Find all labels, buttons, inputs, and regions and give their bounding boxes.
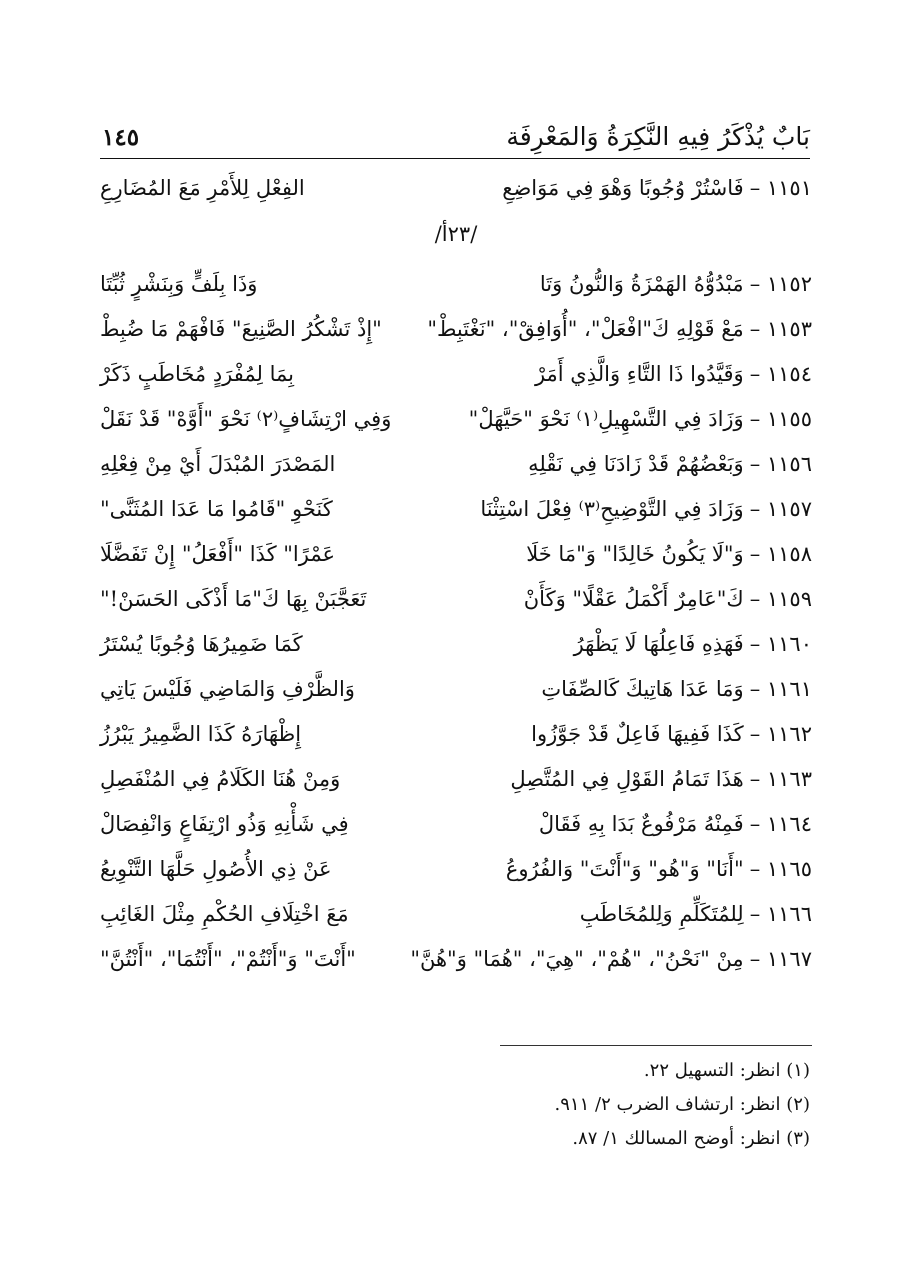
verse-second-hemistich: فِي شَأْنِهِ وَذُو ارْتِفَاعٍ وَانْفِصَالْ [100,812,349,836]
verse-number: ١١٦٣ – [749,767,812,791]
verse-line [100,853,812,891]
verse-number: ١١٦٥ – [749,857,812,881]
verse-first-hemistich: ١١٥٦ –وَبَعْضُهُمْ قَدْ زَادَنَا فِي نَقْلِهِ [528,452,812,476]
footnote: (٢) انظر: ارتشاف الضرب ٢/ ٩١١. [554,1094,810,1115]
footnote: (٣) انظر: أوضح المسالك ١/ ٨٧. [572,1128,810,1149]
verse-number: ١١٥٨ – [749,542,812,566]
verse-line [100,538,812,576]
verse-number: ١١٦٤ – [749,812,812,836]
verse-line [100,268,812,306]
verse-line [100,673,812,711]
verse-first-hemistich: ١١٥٨ –وَ"لَا يَكُونُ خَالِدًا" وَ"مَا خَلَا [526,542,812,566]
verse-first-hemistich: ١١٥٤ –وَقَيَّدُوا ذَا التَّاءِ وَالَّذِي أَمَرْ [534,362,812,386]
verse-number: ١١٦٢ – [749,722,812,746]
verse-second-hemistich: وَالظَّرْفِ وَالمَاضِي فَلَيْسَ يَاتِي [100,677,355,701]
verse-first-hemistich: ١١٦٥ –"أَنَا" وَ"هُو" وَ"أَنْتَ" وَالفُرُوعُ [505,857,812,881]
verse-line [100,358,812,396]
verse-second-hemistich: وَمِنْ هُنَا الكَلَامُ فِي المُنْفَصِلِ [100,767,341,791]
verse-line [100,493,812,531]
verse-number: ١١٥٣ – [749,317,812,341]
verse-second-hemistich: تَعَجَّبَنْ بِهَا كَ"مَا أَذْكَى الحَسَنْ!" [100,587,367,611]
chapter-title: بَابٌ يُذْكَرُ فِيهِ النَّكِرَةُ وَالمَعْرِفَة [506,122,810,151]
verse-first-hemistich: ١١٦٦ –لِلمُتَكَلِّمِ وَلِلمُخَاطَبِ [579,902,812,926]
verse-second-hemistich: وَفِي ارْتِشَافٍ⁽٢⁾ نَحْوَ "أَوَّهْ" قَدْ نَقَلْ [100,407,392,431]
verse-line [100,583,812,621]
verse-second-hemistich: بِمَا لِمُفْرَدٍ مُخَاطَبٍ ذَكَرْ [100,362,294,386]
page-header [100,118,810,159]
verse-first-hemistich: ١١٥٣ –مَعْ قَوْلِهِ كَ"افْعَلْ"، "أُوَافِقْ"، "نَغْتَبِطْ" [427,317,812,341]
verse-number: ١١٦١ – [749,677,812,701]
verse-second-hemistich: عَنْ ذِي الأُصُولِ حَلَّهَا التَّنْوِيعُ [100,857,332,881]
verse-first-hemistich: ١١٥١ –فَاسْتُرْ وُجُوبًا وَهْوَ فِي مَوَاضِعِ [502,176,812,200]
verse-line [100,313,812,351]
verse-first-hemistich: ١١٦٣ –هَذَا تَمَامُ القَوْلِ فِي المُتَّصِلِ [510,767,812,791]
verse-second-hemistich: كَمَا ضَمِيرُهَا وُجُوبًا يُسْتَرُ [100,632,303,656]
verse-number: ١١٦٧ – [749,947,812,971]
verse-first-hemistich: ١١٦١ –وَمَا عَدَا هَاتِيكَ كَالصِّفَاتِ [541,677,812,701]
verse-number: ١١٥٥ – [749,407,812,431]
verse-line [100,898,812,936]
verse-first-hemistich: ١١٦٧ –مِنْ "نَحْنُ"، "هُمْ"، "هِيَ"، "هُمَا" وَ"هُنَّ" [410,947,812,971]
verse-first-hemistich: ١١٥٢ –مَبْدُوُّهُ الهَمْزَةُ وَالنُّونُ وَتَا [539,272,812,296]
verse-first-hemistich: ١١٦٤ –فَمِنْهُ مَرْفُوعٌ بَدَا بِهِ فَقَالْ [538,812,812,836]
verse-number: ١١٥٢ – [749,272,812,296]
verse-second-hemistich: إِظْهَارَهُ كَذَا الضَّمِيرُ يَبْرُزُ [100,722,302,746]
verse-second-hemistich: الفِعْلِ لِلأَمْرِ مَعَ المُضَارِعِ [100,176,305,200]
verse-first-hemistich: ١١٥٥ –وَزَادَ فِي التَّسْهِيلِ⁽١⁾ نَحْوَ "حَيَّهَلْ" [468,407,812,431]
verse-first-hemistich: ١١٥٩ –كَ"عَامِرٌ أَكْمَلُ عَقْلًا" وَكَأَنْ [523,587,812,611]
verse-second-hemistich: "إِذْ تَشْكُرُ الصَّنِيعَ" فَافْهَمْ مَا ضُبِطْ [100,317,382,341]
footnote: (١) انظر: التسهيل ٢٢. [643,1060,810,1081]
verse-number: ١١٥٤ – [749,362,812,386]
page-number: ١٤٥ [102,124,140,151]
manuscript-folio-mark: /٢٣أ/ [434,222,478,246]
verse-line [100,448,812,486]
verse-line [100,943,812,981]
verse-line [100,763,812,801]
verse-number: ١١٥٩ – [749,587,812,611]
verse-line [100,718,812,756]
verse-second-hemistich: كَنَحْوِ "قَامُوا مَا عَدَا المُثَنَّى" [100,497,333,521]
verse-second-hemistich: المَصْدَرَ المُبْدَلَ أَيْ مِنْ فِعْلِهِ [100,452,336,476]
verse-second-hemistich: مَعَ اخْتِلَافِ الحُكْمِ مِثْلَ الغَائِبِ [100,902,349,926]
verse-second-hemistich: عَمْرًا" كَذَا "أَفْعَلُ" إِنْ تَفَضَّلَا [100,542,335,566]
verse-line [100,403,812,441]
footnote-divider [500,1045,812,1046]
verse-second-hemistich: وَذَا بِلَفٍّ وَبِنَشْرٍ ثُبِّتَا [100,272,258,296]
verse-first-hemistich: ١١٦٠ –فَهَذِهِ فَاعِلُهَا لَا يَظْهَرُ [573,632,812,656]
verse-number: ١١٦٦ – [749,902,812,926]
verse-number: ١١٥١ – [749,176,812,200]
verse-second-hemistich: "أَنْتَ" وَ"أَنْتُمْ"، "أَنْتُمَا"، "أَنْتُنَّ" [100,947,356,971]
verse-number: ١١٥٧ – [749,497,812,521]
verse-number: ١١٦٠ – [749,632,812,656]
verse-first-hemistich: ١١٥٧ –وَزَادَ فِي التَّوْضِيحِ⁽٣⁾ فِعْلَ اسْتِثْنَا [480,497,812,521]
verse-line [100,172,812,210]
verse-number: ١١٥٦ – [749,452,812,476]
verse-line [100,808,812,846]
verse-first-hemistich: ١١٦٢ –كَذَا فَفِيهَا فَاعِلٌ قَدْ جَوَّزُوا [531,722,812,746]
verse-line [100,628,812,666]
